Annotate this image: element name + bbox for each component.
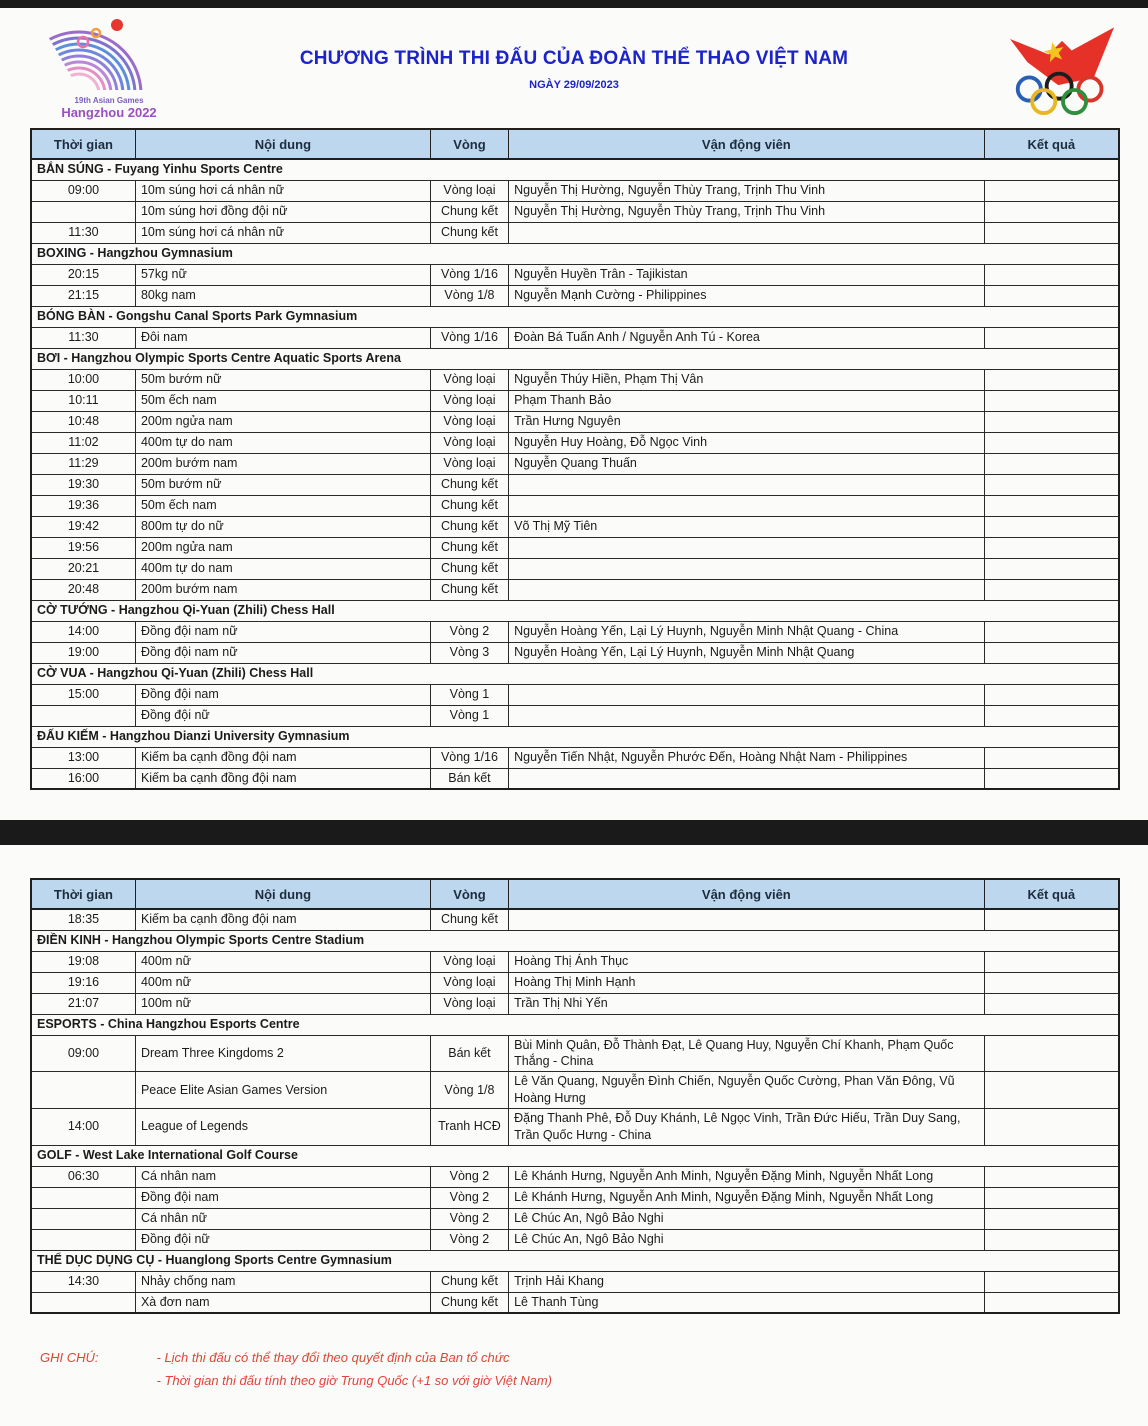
cell-time: 19:00	[31, 642, 135, 663]
table-row	[31, 747, 1119, 768]
note-line: - Thời gian thi đấu tính theo giờ Trung Quốc (+1 so với giờ Việt Nam)	[156, 1373, 552, 1388]
table-row	[31, 369, 1119, 390]
cell-round: Chung kết	[430, 222, 508, 243]
cell-event: Peace Elite Asian Games Version	[135, 1072, 430, 1109]
cell-time: 19:36	[31, 495, 135, 516]
table-row	[31, 180, 1119, 201]
section-row	[31, 159, 1119, 180]
header-titles	[0, 48, 1148, 91]
cell-athletes: Trịnh Hải Khang	[509, 1271, 984, 1292]
cell-result	[984, 516, 1119, 537]
cell-result	[984, 537, 1119, 558]
header-row	[31, 129, 1119, 159]
cell-round: Vòng 1	[430, 684, 508, 705]
cell-result	[984, 453, 1119, 474]
cell-round: Chung kết	[430, 1292, 508, 1313]
cell-event: 200m bướm nam	[135, 579, 430, 600]
table-row	[31, 222, 1119, 243]
table-row	[31, 621, 1119, 642]
logo-caption-small: 19th Asian Games	[74, 96, 144, 105]
cell-result	[984, 390, 1119, 411]
cell-result	[984, 1271, 1119, 1292]
table-row	[31, 951, 1119, 972]
cell-result	[984, 1072, 1119, 1109]
cell-time: 06:30	[31, 1166, 135, 1187]
cell-time: 10:11	[31, 390, 135, 411]
schedule-table-1	[30, 128, 1120, 790]
cell-round: Vòng 1/8	[430, 285, 508, 306]
cell-time: 19:42	[31, 516, 135, 537]
table-row	[31, 1208, 1119, 1229]
cell-result	[984, 1229, 1119, 1250]
cell-round: Vòng loại	[430, 453, 508, 474]
cell-event: 400m tự do nam	[135, 558, 430, 579]
cell-event: 200m ngửa nam	[135, 411, 430, 432]
cell-round: Chung kết	[430, 909, 508, 930]
schedule-table-2-container	[30, 878, 1120, 1314]
cell-event: 200m bướm nam	[135, 453, 430, 474]
cell-time: 11:29	[31, 453, 135, 474]
cell-round: Vòng 2	[430, 1229, 508, 1250]
cell-time: 15:00	[31, 684, 135, 705]
cell-round: Vòng loại	[430, 993, 508, 1014]
cell-result	[984, 432, 1119, 453]
cell-time: 11:30	[31, 222, 135, 243]
cell-result	[984, 201, 1119, 222]
cell-event: 400m nữ	[135, 951, 430, 972]
cell-event: Kiếm ba cạnh đồng đội nam	[135, 909, 430, 930]
cell-athletes	[509, 579, 984, 600]
table-row	[31, 909, 1119, 930]
cell-result	[984, 747, 1119, 768]
table-row	[31, 453, 1119, 474]
cell-event: Đồng đội nữ	[135, 705, 430, 726]
cell-round: Vòng 2	[430, 1187, 508, 1208]
cell-athletes: Nguyễn Mạnh Cường - Philippines	[509, 285, 984, 306]
page-title: CHƯƠNG TRÌNH THI ĐẤU CỦA ĐOÀN THỂ THAO VIỆT NAM	[299, 48, 849, 69]
cell-time: 19:30	[31, 474, 135, 495]
table-row	[31, 285, 1119, 306]
cell-round: Chung kết	[430, 1271, 508, 1292]
cell-athletes: Nguyễn Hoàng Yến, Lại Lý Huynh, Nguyễn Minh Nhật Quang - China	[509, 621, 984, 642]
cell-result	[984, 1035, 1119, 1072]
cell-result	[984, 264, 1119, 285]
cell-time	[31, 705, 135, 726]
section-row	[31, 600, 1119, 621]
cell-time: 11:02	[31, 432, 135, 453]
cell-event: 800m tự do nữ	[135, 516, 430, 537]
vietnam-olympic-logo	[1000, 12, 1126, 121]
column-header: Kết quả	[984, 879, 1119, 909]
cell-result	[984, 972, 1119, 993]
logo-caption-large: Hangzhou 2022	[61, 105, 157, 120]
cell-time	[31, 201, 135, 222]
cell-time: 21:15	[31, 285, 135, 306]
table-row	[31, 1271, 1119, 1292]
cell-result	[984, 768, 1119, 789]
cell-result	[984, 1187, 1119, 1208]
section-title: ĐIỀN KINH - Hangzhou Olympic Sports Centre Stadium	[31, 930, 1119, 951]
cell-event: 10m súng hơi cá nhân nữ	[135, 222, 430, 243]
cell-athletes	[509, 705, 984, 726]
cell-result	[984, 222, 1119, 243]
cell-time: 13:00	[31, 747, 135, 768]
cell-event: 200m ngửa nam	[135, 537, 430, 558]
cell-athletes: Nguyễn Hoàng Yến, Lại Lý Huynh, Nguyễn Minh Nhật Quang	[509, 642, 984, 663]
column-header: Nội dung	[135, 879, 430, 909]
section-row	[31, 726, 1119, 747]
table-row	[31, 1229, 1119, 1250]
section-title: BOXING - Hangzhou Gymnasium	[31, 243, 1119, 264]
cell-round: Vòng 1/16	[430, 327, 508, 348]
table-row	[31, 1109, 1119, 1146]
section-title: BẮN SÚNG - Fuyang Yinhu Sports Centre	[31, 159, 1119, 180]
cell-round: Tranh HCĐ	[430, 1109, 508, 1146]
table-row	[31, 264, 1119, 285]
table-row	[31, 579, 1119, 600]
cell-round: Vòng 1/16	[430, 264, 508, 285]
cell-athletes: Nguyễn Thúy Hiền, Phạm Thị Vân	[509, 369, 984, 390]
cell-athletes: Nguyễn Thị Hường, Nguyễn Thùy Trang, Trịnh Thu Vinh	[509, 201, 984, 222]
cell-round: Vòng 1/16	[430, 747, 508, 768]
cell-time: 18:35	[31, 909, 135, 930]
section-title: ESPORTS - China Hangzhou Esports Centre	[31, 1014, 1119, 1035]
cell-time	[31, 1208, 135, 1229]
cell-athletes: Nguyễn Quang Thuấn	[509, 453, 984, 474]
cell-athletes: Lê Khánh Hưng, Nguyễn Anh Minh, Nguyễn Đặng Minh, Nguyễn Nhất Long	[509, 1187, 984, 1208]
cell-time: 19:16	[31, 972, 135, 993]
cell-result	[984, 1166, 1119, 1187]
cell-result	[984, 327, 1119, 348]
cell-result	[984, 951, 1119, 972]
cell-event: Xà đơn nam	[135, 1292, 430, 1313]
header-row	[31, 879, 1119, 909]
cell-round: Bán kết	[430, 1035, 508, 1072]
cell-round: Chung kết	[430, 537, 508, 558]
section-title: GOLF - West Lake International Golf Course	[31, 1145, 1119, 1166]
cell-result	[984, 180, 1119, 201]
cell-result	[984, 993, 1119, 1014]
cell-athletes: Trần Hưng Nguyên	[509, 411, 984, 432]
table-row	[31, 684, 1119, 705]
table-row	[31, 201, 1119, 222]
cell-athletes: Lê Thanh Tùng	[509, 1292, 984, 1313]
notes	[40, 1350, 552, 1396]
table-row	[31, 768, 1119, 789]
cell-round: Vòng 1	[430, 705, 508, 726]
table-row	[31, 1292, 1119, 1313]
cell-time: 20:21	[31, 558, 135, 579]
cell-round: Chung kết	[430, 516, 508, 537]
cell-athletes	[509, 537, 984, 558]
section-row	[31, 1014, 1119, 1035]
cell-event: League of Legends	[135, 1109, 430, 1146]
cell-athletes: Bùi Minh Quân, Đỗ Thành Đạt, Lê Quang Huy, Nguyễn Chí Khanh, Phạm Quốc Thắng - China	[509, 1035, 984, 1072]
cell-event: 10m súng hơi cá nhân nữ	[135, 180, 430, 201]
column-header: Vòng	[430, 129, 508, 159]
cell-result	[984, 579, 1119, 600]
cell-round: Vòng loại	[430, 411, 508, 432]
cell-result	[984, 1208, 1119, 1229]
cell-result	[984, 495, 1119, 516]
cell-result	[984, 558, 1119, 579]
cell-athletes: Lê Văn Quang, Nguyễn Đình Chiến, Nguyễn Quốc Cường, Phan Văn Đông, Vũ Hoàng Hưng	[509, 1072, 984, 1109]
cell-athletes: Võ Thị Mỹ Tiên	[509, 516, 984, 537]
table-row	[31, 705, 1119, 726]
cell-result	[984, 1109, 1119, 1146]
table-row	[31, 537, 1119, 558]
cell-time: 10:48	[31, 411, 135, 432]
column-header: Thời gian	[31, 879, 135, 909]
notes-lines	[157, 1350, 553, 1396]
table-row	[31, 474, 1119, 495]
table-row	[31, 993, 1119, 1014]
cell-event: 400m nữ	[135, 972, 430, 993]
cell-round: Vòng loại	[430, 369, 508, 390]
cell-round: Vòng loại	[430, 432, 508, 453]
table-row	[31, 1166, 1119, 1187]
cell-result	[984, 642, 1119, 663]
column-header: Kết quả	[984, 129, 1119, 159]
vietnam-flag-olympic-rings-icon	[1000, 12, 1126, 116]
section-row	[31, 1145, 1119, 1166]
column-header: Thời gian	[31, 129, 135, 159]
cell-athletes: Trần Thị Nhi Yến	[509, 993, 984, 1014]
cell-round: Chung kết	[430, 201, 508, 222]
cell-result	[984, 909, 1119, 930]
cell-athletes: Đoàn Bá Tuấn Anh / Nguyễn Anh Tú - Korea	[509, 327, 984, 348]
section-row	[31, 1250, 1119, 1271]
section-row	[31, 348, 1119, 369]
cell-time: 10:00	[31, 369, 135, 390]
table-row	[31, 495, 1119, 516]
cell-time: 09:00	[31, 1035, 135, 1072]
cell-round: Vòng 1/8	[430, 1072, 508, 1109]
cell-athletes: Hoàng Thị Ánh Thục	[509, 951, 984, 972]
column-header: Vòng	[430, 879, 508, 909]
table-row	[31, 516, 1119, 537]
cell-event: Dream Three Kingdoms 2	[135, 1035, 430, 1072]
note-line: - Lịch thi đấu có thể thay đổi theo quyết định của Ban tổ chức	[156, 1350, 510, 1365]
cell-event: 80kg nam	[135, 285, 430, 306]
section-title: CỜ TƯỚNG - Hangzhou Qi-Yuan (Zhili) Chess Hall	[31, 600, 1119, 621]
cell-result	[984, 684, 1119, 705]
column-header: Vận động viên	[509, 129, 984, 159]
cell-result	[984, 705, 1119, 726]
top-edge-bar	[0, 0, 1148, 8]
cell-event: Đồng đội nam	[135, 684, 430, 705]
cell-time: 20:15	[31, 264, 135, 285]
cell-event: 50m bướm nữ	[135, 369, 430, 390]
table-row	[31, 411, 1119, 432]
cell-athletes: Hoàng Thị Minh Hạnh	[509, 972, 984, 993]
cell-event: 50m bướm nữ	[135, 474, 430, 495]
cell-event: Đồng đội nữ	[135, 1229, 430, 1250]
cell-time: 16:00	[31, 768, 135, 789]
cell-time: 19:08	[31, 951, 135, 972]
cell-athletes: Lê Chúc An, Ngô Bảo Nghi	[509, 1208, 984, 1229]
cell-result	[984, 369, 1119, 390]
column-header: Nội dung	[135, 129, 430, 159]
section-title: CỜ VUA - Hangzhou Qi-Yuan (Zhili) Chess Hall	[31, 663, 1119, 684]
cell-athletes: Đặng Thanh Phê, Đỗ Duy Khánh, Lê Ngọc Vinh, Trần Đức Hiếu, Trần Duy Sang, Trần Quốc Hưng - China	[509, 1109, 984, 1146]
cell-time: 20:48	[31, 579, 135, 600]
cell-result	[984, 1292, 1119, 1313]
cell-time: 14:00	[31, 621, 135, 642]
cell-round: Vòng 2	[430, 1208, 508, 1229]
cell-event: Kiếm ba cạnh đồng đội nam	[135, 747, 430, 768]
cell-athletes	[509, 909, 984, 930]
cell-event: Đôi nam	[135, 327, 430, 348]
cell-round: Chung kết	[430, 558, 508, 579]
cell-event: 50m ếch nam	[135, 390, 430, 411]
cell-time: 11:30	[31, 327, 135, 348]
cell-event: 400m tự do nam	[135, 432, 430, 453]
cell-athletes: Lê Khánh Hưng, Nguyễn Anh Minh, Nguyễn Đặng Minh, Nguyễn Nhất Long	[509, 1166, 984, 1187]
cell-time	[31, 1187, 135, 1208]
notes-label: GHI CHÚ:	[40, 1350, 99, 1365]
section-row	[31, 306, 1119, 327]
section-title: THỂ DỤC DỤNG CỤ - Huanglong Sports Centre Gymnasium	[31, 1250, 1119, 1271]
table-row	[31, 1187, 1119, 1208]
section-row	[31, 663, 1119, 684]
cell-time: 21:07	[31, 993, 135, 1014]
table-row	[31, 558, 1119, 579]
cell-time	[31, 1292, 135, 1313]
section-title: BƠI - Hangzhou Olympic Sports Centre Aquatic Sports Arena	[31, 348, 1119, 369]
cell-event: Đồng đội nam	[135, 1187, 430, 1208]
cell-round: Vòng 2	[430, 1166, 508, 1187]
cell-athletes: Phạm Thanh Bảo	[509, 390, 984, 411]
cell-athletes	[509, 684, 984, 705]
cell-round: Vòng loại	[430, 180, 508, 201]
cell-athletes: Nguyễn Tiến Nhật, Nguyễn Phước Đến, Hoàng Nhật Nam - Philippines	[509, 747, 984, 768]
cell-event: Cá nhân nam	[135, 1166, 430, 1187]
section-row	[31, 930, 1119, 951]
cell-athletes: Nguyễn Huyền Trân - Tajikistan	[509, 264, 984, 285]
cell-round: Chung kết	[430, 579, 508, 600]
table-row	[31, 642, 1119, 663]
cell-event: 57kg nữ	[135, 264, 430, 285]
cell-result	[984, 411, 1119, 432]
cell-athletes	[509, 768, 984, 789]
section-title: ĐẤU KIẾM - Hangzhou Dianzi University Gymnasium	[31, 726, 1119, 747]
cell-time: 09:00	[31, 180, 135, 201]
cell-time	[31, 1072, 135, 1109]
cell-time: 14:00	[31, 1109, 135, 1146]
cell-event: Cá nhân nữ	[135, 1208, 430, 1229]
cell-time	[31, 1229, 135, 1250]
cell-event: 50m ếch nam	[135, 495, 430, 516]
cell-athletes: Nguyễn Thị Hường, Nguyễn Thùy Trang, Trịnh Thu Vinh	[509, 180, 984, 201]
table-row	[31, 972, 1119, 993]
cell-round: Chung kết	[430, 495, 508, 516]
cell-event: Đồng đội nam nữ	[135, 621, 430, 642]
cell-round: Vòng loại	[430, 972, 508, 993]
cell-athletes	[509, 222, 984, 243]
cell-result	[984, 474, 1119, 495]
cell-time: 19:56	[31, 537, 135, 558]
cell-event: Nhảy chống nam	[135, 1271, 430, 1292]
section-row	[31, 243, 1119, 264]
table-row	[31, 1072, 1119, 1109]
page-date: NGÀY 29/09/2023	[529, 79, 619, 91]
table-row	[31, 390, 1119, 411]
cell-result	[984, 621, 1119, 642]
cell-round: Vòng 3	[430, 642, 508, 663]
cell-athletes	[509, 495, 984, 516]
cell-round: Vòng loại	[430, 390, 508, 411]
cell-event: Đồng đội nam nữ	[135, 642, 430, 663]
cell-round: Bán kết	[430, 768, 508, 789]
table-row	[31, 327, 1119, 348]
page-break-bar	[0, 820, 1148, 845]
cell-time: 14:30	[31, 1271, 135, 1292]
cell-athletes	[509, 474, 984, 495]
table-row	[31, 432, 1119, 453]
cell-round: Vòng 2	[430, 621, 508, 642]
cell-result	[984, 285, 1119, 306]
cell-round: Chung kết	[430, 474, 508, 495]
column-header: Vận động viên	[509, 879, 984, 909]
cell-athletes: Nguyễn Huy Hoàng, Đỗ Ngọc Vinh	[509, 432, 984, 453]
cell-event: 100m nữ	[135, 993, 430, 1014]
schedule-table-2	[30, 878, 1120, 1314]
cell-event: Kiếm ba cạnh đồng đội nam	[135, 768, 430, 789]
section-title: BÓNG BÀN - Gongshu Canal Sports Park Gymnasium	[31, 306, 1119, 327]
cell-athletes: Lê Chúc An, Ngô Bảo Nghi	[509, 1229, 984, 1250]
table-row	[31, 1035, 1119, 1072]
cell-event: 10m súng hơi đồng đội nữ	[135, 201, 430, 222]
cell-athletes	[509, 558, 984, 579]
cell-round: Vòng loại	[430, 951, 508, 972]
schedule-table-1-container	[30, 128, 1120, 790]
